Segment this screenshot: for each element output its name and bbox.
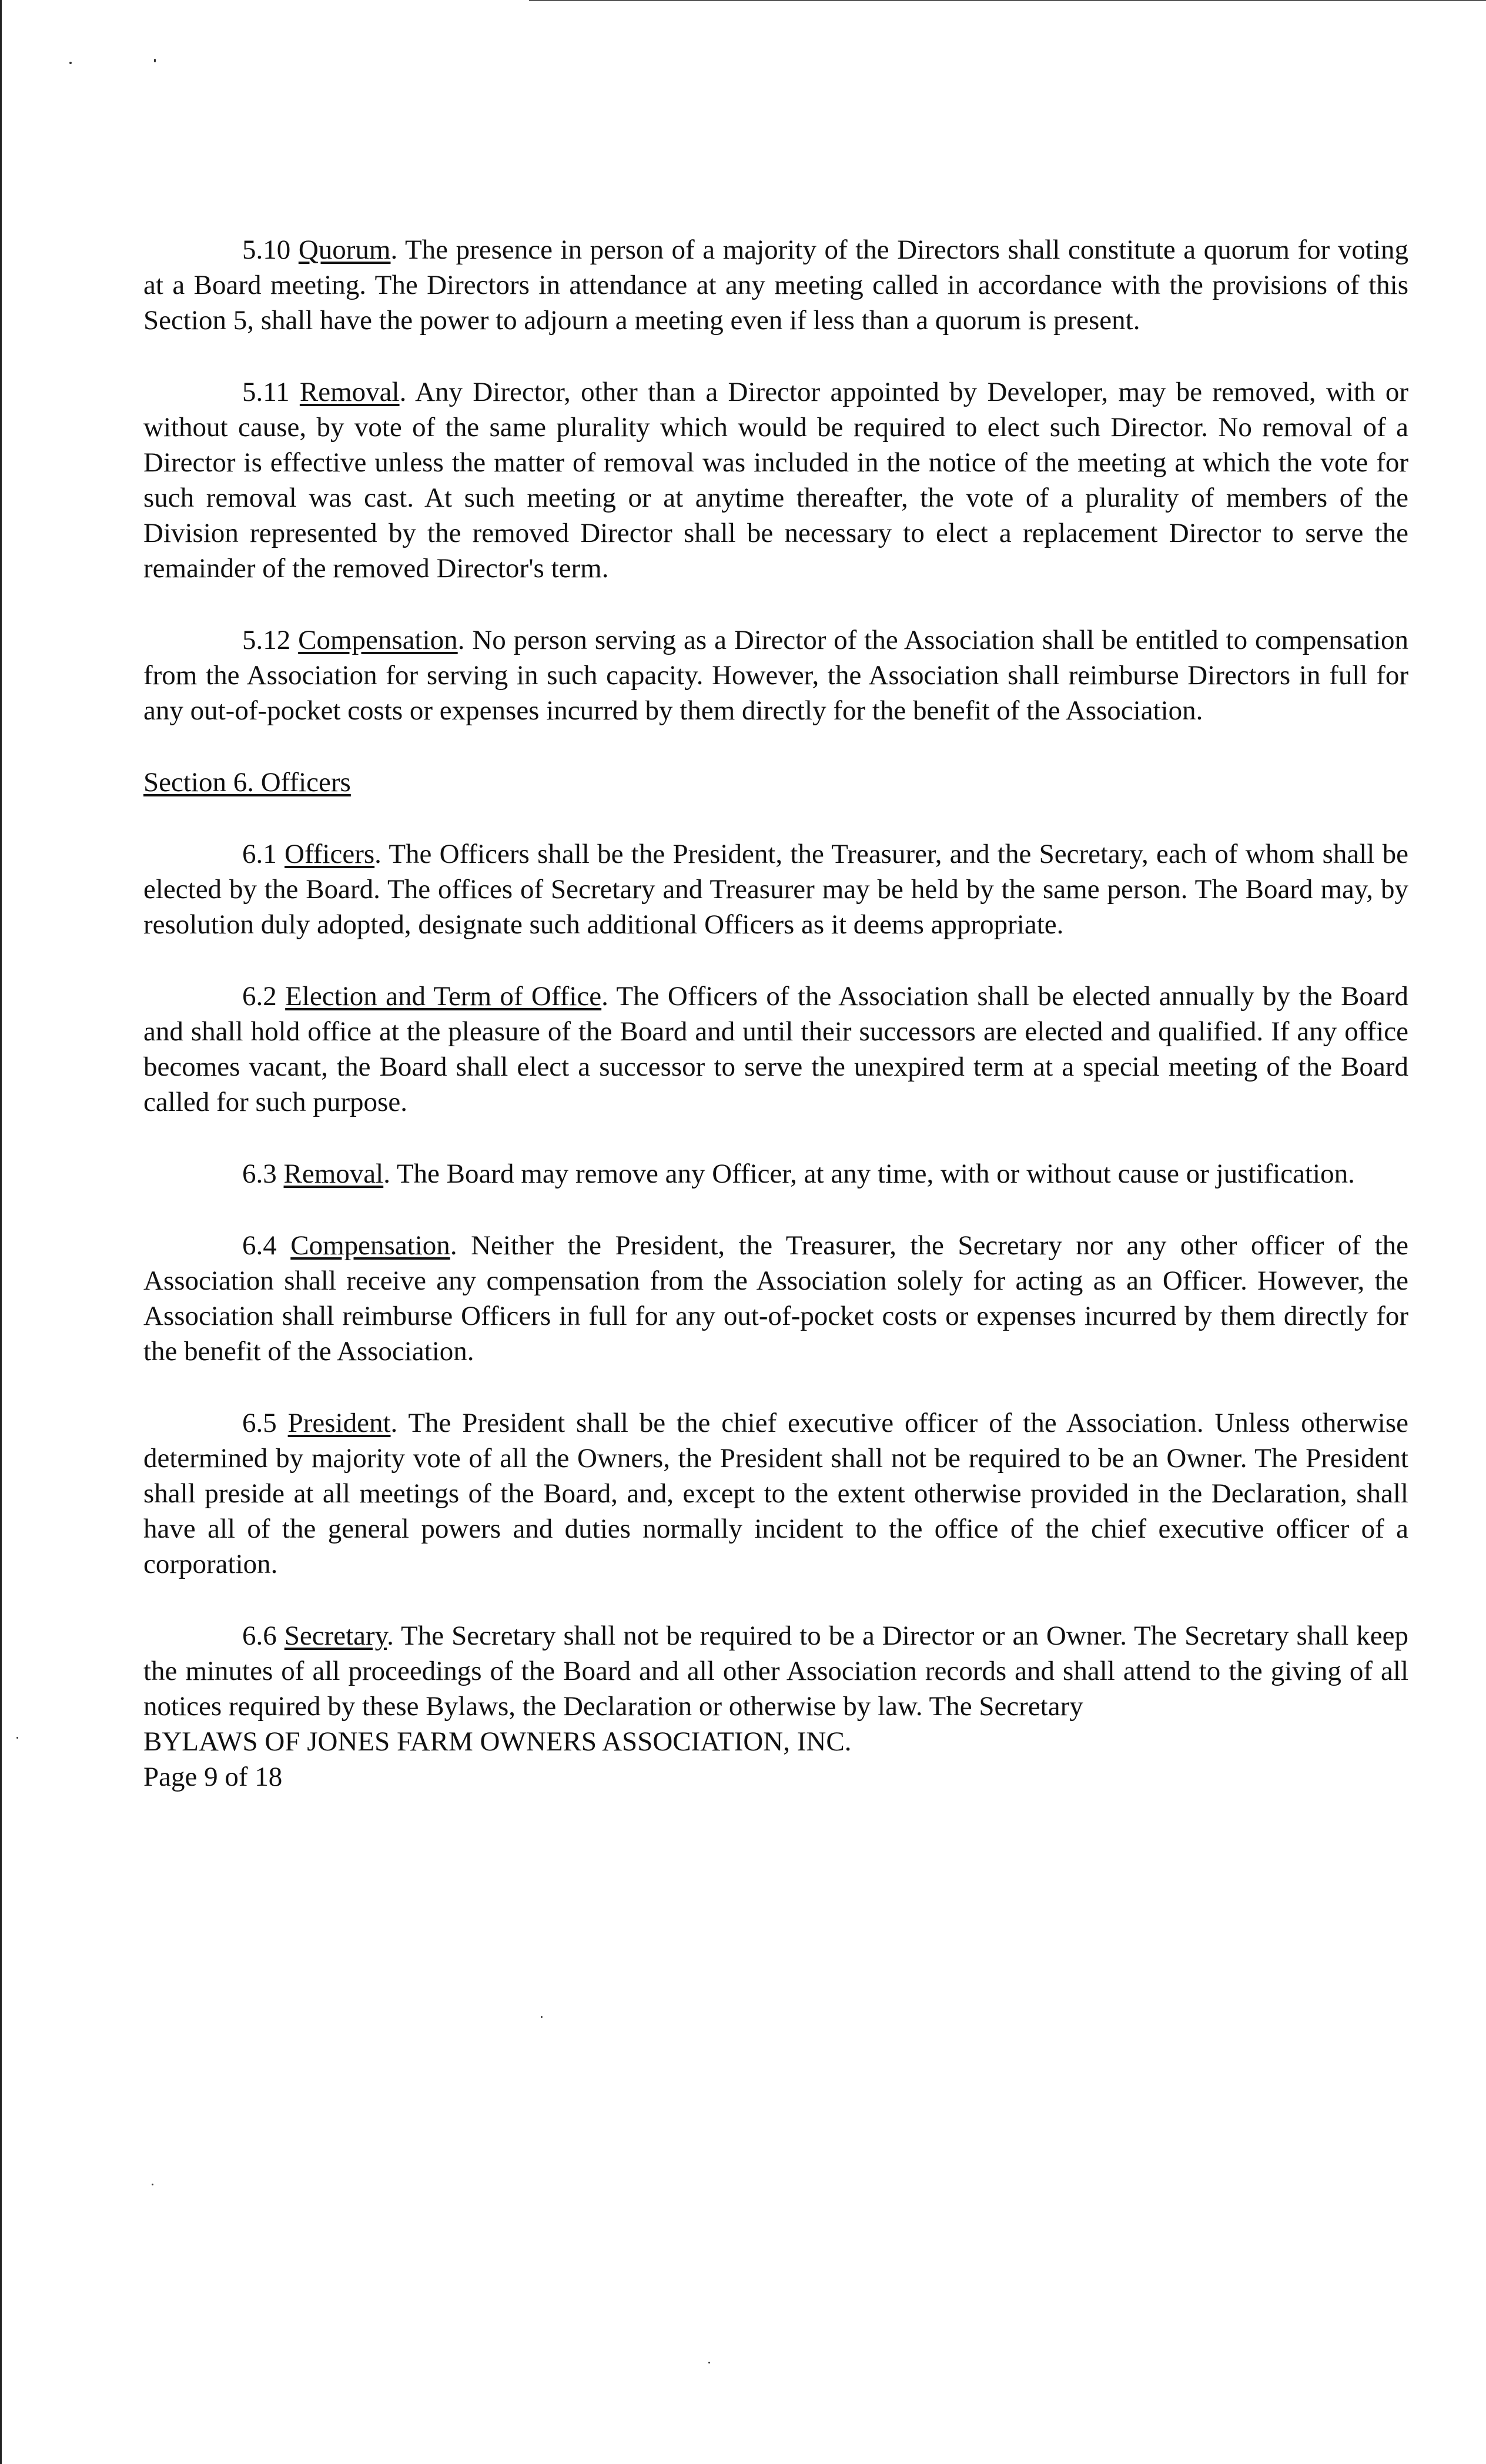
scan-top-edge — [529, 0, 1486, 1]
paragraph-heading: Quorum — [298, 235, 391, 265]
section-title: Section 6. Officers — [143, 767, 351, 798]
paragraph-text: . The President shall be the chief executive officer of the Association. Unless otherwise determined by majority vote of all the Owners, the President shall not be required to be an Owner. The President shall preside at all meetings of the Board, and, except to the extent otherwise provided in the Declaration, shall have all of the general powers and duties normally incident to the office of the chief executive officer of a corporation. — [143, 1408, 1409, 1579]
page-footer — [143, 1724, 1408, 1795]
footer-page-number: Page 9 of 18 — [143, 1762, 283, 1792]
paragraph-heading: Removal — [299, 377, 400, 407]
scan-speck — [708, 2362, 710, 2363]
section-number: 6.6 — [242, 1621, 277, 1651]
scan-speck — [154, 59, 156, 62]
scan-speck — [152, 2184, 153, 2185]
footer-title: BYLAWS OF JONES FARM OWNERS ASSOCIATION, INC. — [143, 1726, 852, 1757]
scan-left-edge — [0, 0, 2, 2464]
paragraph-6-1 — [143, 836, 1408, 942]
paragraph-heading: Election and Term of Office — [285, 981, 602, 1012]
paragraph-5-12 — [143, 622, 1408, 728]
paragraph-6-6 — [143, 1618, 1408, 1724]
paragraph-5-11 — [143, 374, 1408, 586]
paragraph-heading: Removal — [283, 1159, 384, 1189]
paragraph-text: . Any Director, other than a Director appointed by Developer, may be removed, with or without cause, by vote of the same plurality which would be required to elect such Director. No removal of a Director is effective unless the matter of removal was included in the notice of the meeting at which the vote for such removal was cast. At such meeting or at anytime thereafter, the vote of a plurality of members of the Division represented by the removed Director shall be necessary to elect a replacement Director to serve the remainder of the removed Director's term. — [143, 377, 1409, 584]
paragraph-6-2 — [143, 979, 1408, 1120]
paragraph-5-10 — [143, 232, 1408, 338]
paragraph-6-3 — [143, 1156, 1408, 1191]
section-number: 6.5 — [242, 1408, 277, 1438]
paragraph-heading: Officers — [285, 839, 375, 869]
paragraph-6-5 — [143, 1405, 1408, 1582]
paragraph-text: . The Officers of the Association shall be elected annually by the Board and shall hold office at the pleasure of the Board and until their successors are elected and qualified. If any office becomes vacant, the Board shall elect a successor to serve the unexpired term at a special meeting of the Board called for such purpose. — [143, 981, 1409, 1117]
section-6-heading — [143, 765, 1408, 800]
paragraph-text: . The Secretary shall not be required to be a Director or an Owner. The Secretary shall keep the minutes of all proceedings of the Board and all other Association records and shall attend to the giving of all notices required by these Bylaws, the Declaration or otherwise by law. The Secretary — [143, 1621, 1409, 1722]
section-number: 6.2 — [242, 981, 277, 1012]
paragraph-text: . No person serving as a Director of the Association shall be entitled to compensation from the Association for serving in such capacity. However, the Association shall reimburse Directors in full for any out-of-pocket costs or expenses incurred by them directly for the benefit of the Association. — [143, 625, 1409, 726]
section-number: 6.3 — [242, 1159, 277, 1189]
scan-speck — [16, 1737, 18, 1739]
scan-speck — [69, 62, 72, 64]
paragraph-heading: Compensation — [290, 1230, 450, 1261]
paragraph-heading: Secretary — [284, 1621, 387, 1651]
section-number: 6.1 — [242, 839, 277, 869]
paragraph-heading: President — [287, 1408, 391, 1438]
document-body — [143, 232, 1408, 1795]
paragraph-text: . The presence in person of a majority of the Directors shall constitute a quorum for voting at a Board meeting. The Directors in attendance at any meeting called in accordance with the provisions of this Section 5, shall have the power to adjourn a meeting even if less than a quorum is present. — [143, 235, 1409, 336]
paragraph-text: . The Board may remove any Officer, at any time, with or without cause or justification. — [383, 1159, 1355, 1189]
section-number: 5.10 — [242, 235, 291, 265]
section-number: 5.12 — [242, 625, 291, 655]
paragraph-text: . The Officers shall be the President, the Treasurer, and the Secretary, each of whom shall be elected by the Board. The offices of Secretary and Treasurer may be held by the same person. The Board may, by resolution duly adopted, designate such additional Officers as it deems appropriate. — [143, 839, 1408, 940]
section-number: 5.11 — [242, 377, 290, 407]
section-number: 6.4 — [242, 1230, 277, 1261]
paragraph-6-4 — [143, 1228, 1408, 1369]
paragraph-heading: Compensation — [298, 625, 458, 655]
scan-speck — [541, 2016, 543, 2018]
paragraph-text: . Neither the President, the Treasurer, the Secretary nor any other officer of the Association shall receive any compensation from the Association solely for acting as an Officer. However, the Association shall reimburse Officers in full for any out-of-pocket costs or expenses incurred by them directly for the benefit of the Association. — [143, 1230, 1408, 1367]
